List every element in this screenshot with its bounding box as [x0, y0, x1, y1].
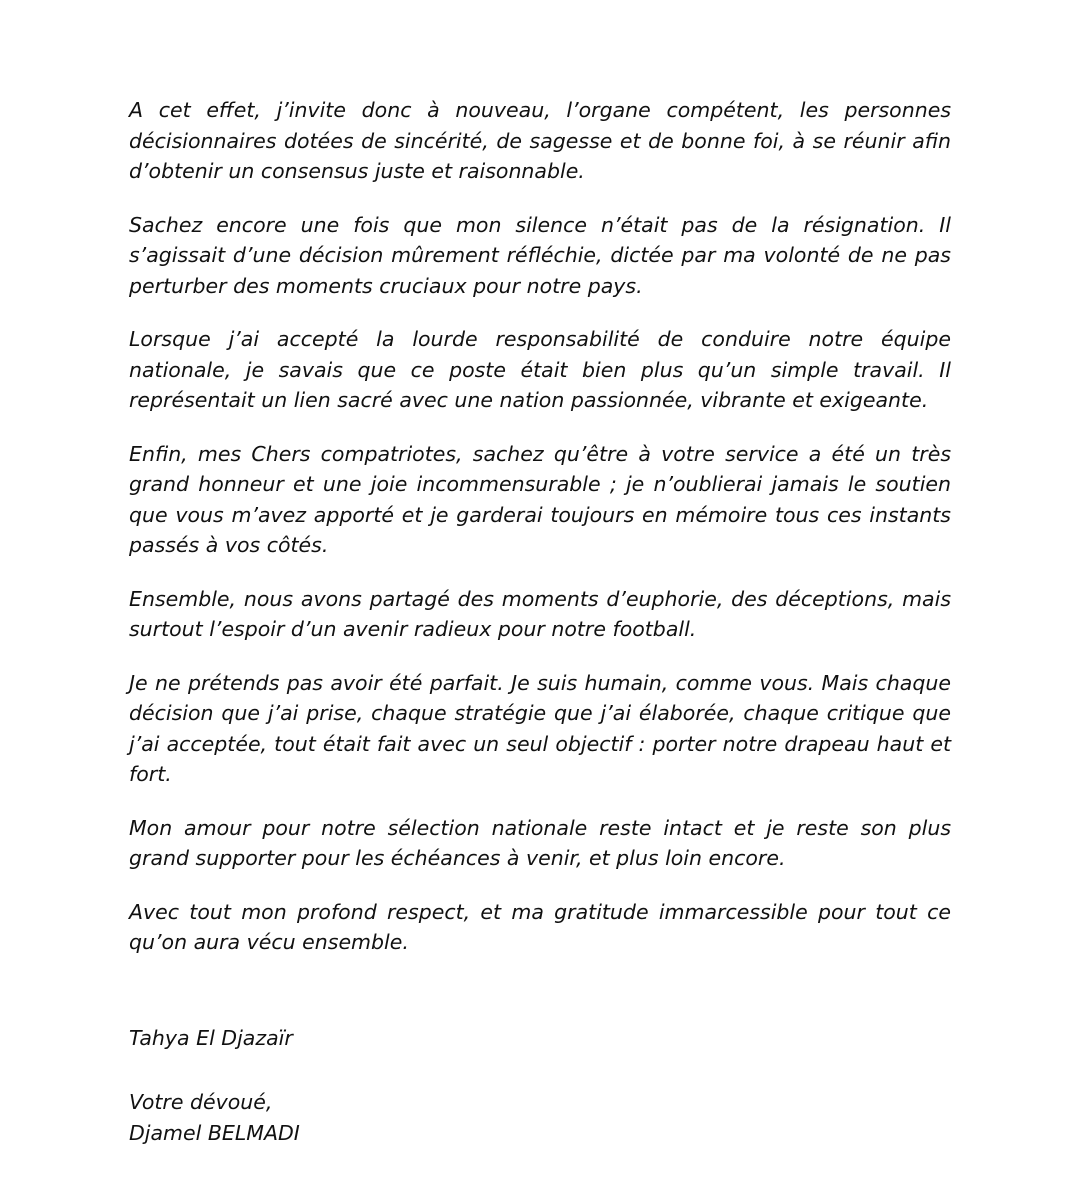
paragraph-7: Mon amour pour notre sélection nationale reste intact et je reste son plus grand supporter pour les échéances à venir, et plus loin encore. [129, 815, 951, 870]
paragraph-8: Avec tout mon profond respect, et ma gratitude immarcessible pour tout ce qu’on aura vécu ensemble. [129, 899, 951, 954]
signature-block [129, 1087, 629, 1149]
paragraph-2: Sachez encore une fois que mon silence n’était pas de la résignation. Il s’agissait d’une décision mûrement réfléchie, dictée par ma volonté de ne pas perturber des moments cruciaux pour notre pays. [129, 212, 951, 298]
paragraph-1: A cet effet, j’invite donc à nouveau, l’organe compétent, les personnes décisionnaires dotées de sincérité, de sagesse et de bonne foi, à se réunir afin d’obtenir un consensus juste et raisonnable. [129, 98, 951, 183]
signature-name: Djamel BELMADI [129, 1121, 300, 1145]
salutation-block [129, 1023, 629, 1054]
closing-phrase: Votre dévoué, [129, 1090, 273, 1114]
letter-body [129, 95, 951, 981]
salutation: Tahya El Djazaïr [129, 1026, 293, 1050]
paragraph-6: Je ne prétends pas avoir été parfait. Je suis humain, comme vous. Mais chaque décision que j’ai prise, chaque stratégie que j’ai élaborée, chaque critique que j’ai acceptée, tout était fait avec un seul objectif : porter notre drapeau haut et fort. [129, 670, 951, 786]
paragraph-4: Enfin, mes Chers compatriotes, sachez qu’être à votre service a été un très grand honneur et une joie incommensurable ; je n’oublierai jamais le soutien que vous m’avez apporté et je garderai toujours en mémoire tous ces instants passés à vos côtés. [129, 441, 951, 557]
paragraph-3: Lorsque j’ai accepté la lourde responsabilité de conduire notre équipe nationale, je savais que ce poste était bien plus qu’un simple travail. Il représentait un lien sacré avec une nation passionnée, vibrante et exigeante. [129, 327, 951, 412]
paragraph-5: Ensemble, nous avons partagé des moments d’euphorie, des déceptions, mais surtout l’espoir d’un avenir radieux pour notre football. [129, 586, 951, 641]
